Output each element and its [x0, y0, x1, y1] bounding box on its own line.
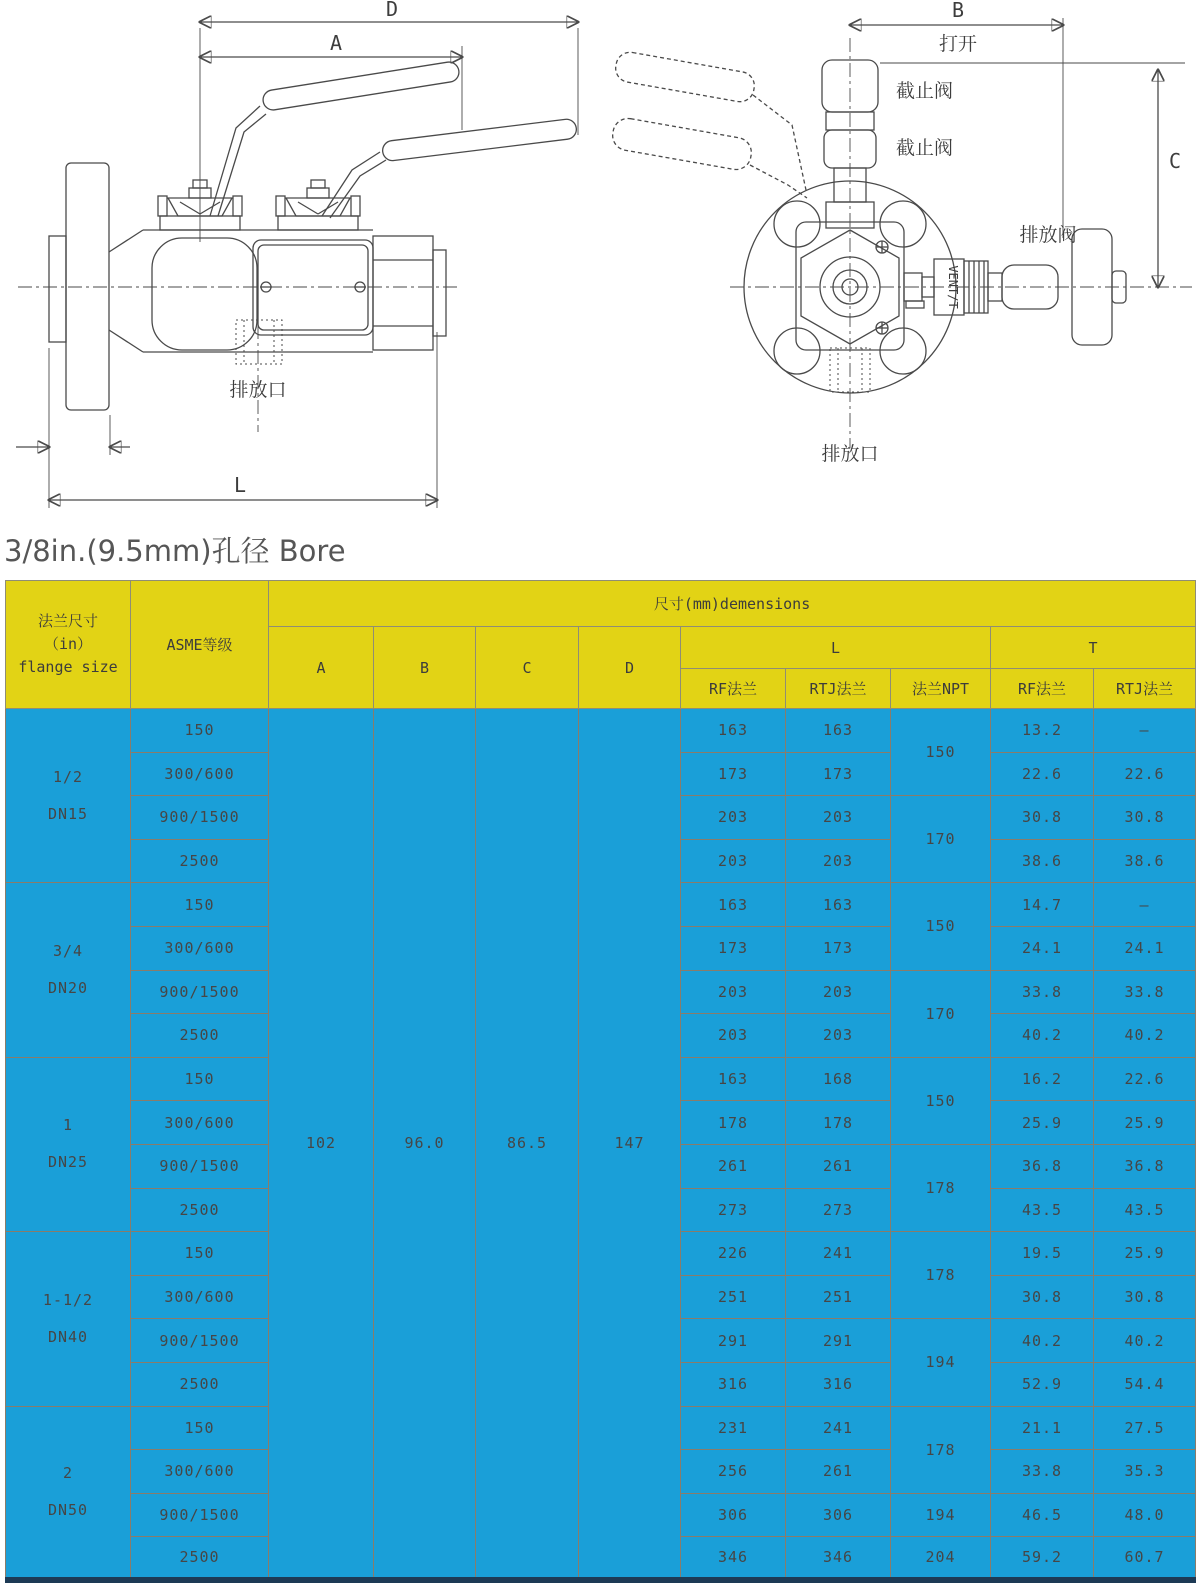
l-rtj-cell: 178	[786, 1101, 891, 1145]
col-c-header: C	[476, 627, 579, 709]
flange-size-in: 1/2	[52, 767, 84, 786]
l-rtj-cell: 261	[786, 1450, 891, 1494]
asme-class-cell: 150	[131, 1057, 269, 1101]
l-rtj-cell: 241	[786, 1406, 891, 1450]
l-rf-cell: 203	[681, 1014, 786, 1058]
bolt-hole	[880, 328, 926, 374]
asme-class-cell: 900/1500	[131, 1144, 269, 1188]
l-rtj-cell: 168	[786, 1057, 891, 1101]
t-rtj-cell: 48.0	[1094, 1493, 1196, 1537]
flange-size-cell	[6, 1057, 131, 1231]
l-rtj-cell: 163	[786, 709, 891, 753]
col-t-header: T	[991, 627, 1196, 669]
dim-a-label: A	[329, 31, 343, 55]
drain-port-label: 排放口	[229, 379, 287, 401]
npt-cell: 170	[891, 970, 991, 1057]
valve-end-view-diagram	[600, 0, 1200, 520]
t-rf-cell: 43.5	[991, 1188, 1094, 1232]
hex-end-cap	[373, 236, 433, 350]
bolt-hole	[774, 201, 820, 247]
npt-cell: 194	[891, 1319, 991, 1406]
t-rtj-cell: 60.7	[1094, 1537, 1196, 1581]
asme-class-cell: 2500	[131, 839, 269, 883]
flange-size-header-unit: （in）	[43, 634, 93, 653]
valve-body	[109, 230, 446, 352]
l-rtj-cell: 163	[786, 883, 891, 927]
t-rtj-cell: 33.8	[1094, 970, 1196, 1014]
flange-size-in: 3/4	[52, 942, 84, 961]
col-a-header: A	[269, 627, 374, 709]
t-rf-cell: 33.8	[991, 1450, 1094, 1494]
flange-size-cell	[6, 1406, 131, 1580]
l-rf-cell: 291	[681, 1319, 786, 1363]
l-rf-cell: 203	[681, 839, 786, 883]
npt-cell: 178	[891, 1232, 991, 1319]
asme-class-cell: 300/600	[131, 1450, 269, 1494]
npt-cell: 178	[891, 1406, 991, 1493]
dim-c-label: C	[1168, 149, 1182, 173]
l-rtj-cell: 306	[786, 1493, 891, 1537]
l-rf-cell: 163	[681, 709, 786, 753]
header-row-1	[6, 581, 1196, 627]
dimension-l	[16, 332, 437, 508]
t-rtj-cell: 24.1	[1094, 926, 1196, 970]
t-rf-cell: 33.8	[991, 970, 1094, 1014]
shutoff-valve-label-2: 截止阀	[896, 137, 954, 159]
t-rtj-cell: 40.2	[1094, 1319, 1196, 1363]
l-rtj-cell: 316	[786, 1362, 891, 1406]
drain-port-label: 排放口	[821, 443, 879, 465]
t-rf-cell: 36.8	[991, 1144, 1094, 1188]
l-rf-cell: 273	[681, 1188, 786, 1232]
asme-class-cell: 300/600	[131, 752, 269, 796]
npt-cell: 150	[891, 709, 991, 796]
dim-c-cell: 86.5	[476, 709, 579, 1581]
t-rtj-cell: 35.3	[1094, 1450, 1196, 1494]
l-rtj-cell: 203	[786, 796, 891, 840]
t-rtj-cell: 25.9	[1094, 1232, 1196, 1276]
t-rtj-cell: 30.8	[1094, 1275, 1196, 1319]
asme-class-cell: 300/600	[131, 926, 269, 970]
t-rtj-cell: 22.6	[1094, 752, 1196, 796]
t-rf-cell: 30.8	[991, 1275, 1094, 1319]
flange	[49, 163, 109, 410]
t-rf-cell: 52.9	[991, 1362, 1094, 1406]
asme-class-cell: 150	[131, 883, 269, 927]
l-rf-cell: 163	[681, 883, 786, 927]
valve-side-view-diagram	[0, 0, 600, 520]
t-rtj-cell: 27.5	[1094, 1406, 1196, 1450]
handle-lever-1	[210, 61, 460, 216]
asme-class-cell: 150	[131, 709, 269, 753]
dimensions-header: 尺寸(mm)demensions	[269, 581, 1196, 627]
flange-size-cell	[6, 883, 131, 1057]
l-rtj-cell: 273	[786, 1188, 891, 1232]
t-rf-cell: 40.2	[991, 1319, 1094, 1363]
l-rtj-cell: 203	[786, 1014, 891, 1058]
l-rf-header: RF法兰	[681, 669, 786, 709]
handles-dashed	[610, 50, 807, 198]
npt-cell: 150	[891, 1057, 991, 1144]
bore-size-title: 3/8in.(9.5mm)孔径 Bore	[4, 534, 346, 568]
l-rtj-header: RTJ法兰	[786, 669, 891, 709]
l-rtj-cell: 251	[786, 1275, 891, 1319]
flange-size-dn: DN15	[47, 804, 89, 823]
col-d-header: D	[579, 627, 681, 709]
npt-cell: 194	[891, 1493, 991, 1537]
t-rtj-cell: –	[1094, 709, 1196, 753]
t-rf-cell: 16.2	[991, 1057, 1094, 1101]
l-rf-cell: 316	[681, 1362, 786, 1406]
npt-cell: 178	[891, 1144, 991, 1231]
asme-class-cell: 900/1500	[131, 796, 269, 840]
l-rtj-cell: 173	[786, 752, 891, 796]
t-rf-cell: 24.1	[991, 926, 1094, 970]
stem-stack	[822, 60, 953, 228]
t-rf-cell: 22.6	[991, 752, 1094, 796]
drain-valve-assembly	[904, 224, 1126, 345]
flange-size-cell	[6, 709, 131, 883]
l-rf-cell: 163	[681, 1057, 786, 1101]
npt-cell: 170	[891, 796, 991, 883]
dim-l-label: L	[233, 473, 247, 497]
flange-size-in: 1-1/2	[42, 1290, 94, 1309]
asme-class-cell: 2500	[131, 1362, 269, 1406]
t-rf-cell: 59.2	[991, 1537, 1094, 1581]
drain-valve-label: 排放阀	[1019, 224, 1077, 246]
l-rf-cell: 173	[681, 752, 786, 796]
l-rtj-cell: 261	[786, 1144, 891, 1188]
npt-cell: 150	[891, 883, 991, 970]
l-rtj-cell: 173	[786, 926, 891, 970]
dim-a-cell: 102	[269, 709, 374, 1581]
asme-class-cell: 2500	[131, 1014, 269, 1058]
l-rf-cell: 203	[681, 796, 786, 840]
l-rf-cell: 306	[681, 1493, 786, 1537]
t-rf-cell: 14.7	[991, 883, 1094, 927]
l-rf-cell: 178	[681, 1101, 786, 1145]
flange-size-in: 1	[62, 1116, 74, 1135]
ball-cavity	[152, 238, 257, 350]
flange-size-cell	[6, 1232, 131, 1406]
flange-size-dn: DN20	[47, 979, 89, 998]
bolt-hole	[774, 328, 820, 374]
col-l-header: L	[681, 627, 991, 669]
l-rf-cell: 203	[681, 970, 786, 1014]
shutoff-valve-label-1: 截止阀	[896, 80, 954, 102]
t-rtj-cell: 38.6	[1094, 839, 1196, 883]
l-rf-cell: 346	[681, 1537, 786, 1581]
t-rtj-cell: 40.2	[1094, 1014, 1196, 1058]
asme-class-cell: 900/1500	[131, 970, 269, 1014]
l-rf-cell: 261	[681, 1144, 786, 1188]
l-rtj-cell: 291	[786, 1319, 891, 1363]
l-rf-cell: 226	[681, 1232, 786, 1276]
asme-class-cell: 2500	[131, 1188, 269, 1232]
dimension-table	[5, 580, 1196, 1583]
dim-b-label: B	[951, 0, 965, 22]
t-rf-cell: 25.9	[991, 1101, 1094, 1145]
flange-size-header	[6, 581, 131, 709]
gland-bolting-right	[276, 180, 360, 230]
npt-cell: 204	[891, 1537, 991, 1581]
flange-size-header-en: flange size	[18, 658, 118, 677]
open-label: 打开	[938, 33, 978, 55]
vent-marking: VENT/T	[946, 265, 960, 309]
t-rtj-cell: 43.5	[1094, 1188, 1196, 1232]
asme-class-cell: 2500	[131, 1537, 269, 1581]
l-rtj-cell: 346	[786, 1537, 891, 1581]
asme-class-cell: 900/1500	[131, 1493, 269, 1537]
flange-size-dn: DN25	[47, 1153, 89, 1172]
t-rf-cell: 30.8	[991, 796, 1094, 840]
flange-size-in: 2	[62, 1463, 74, 1482]
l-rtj-cell: 241	[786, 1232, 891, 1276]
asme-class-cell: 900/1500	[131, 1319, 269, 1363]
drain-port	[229, 300, 286, 432]
l-rtj-cell: 203	[786, 839, 891, 883]
t-rtj-cell: 25.9	[1094, 1101, 1196, 1145]
bolt-hole	[880, 201, 926, 247]
flange-size-header-cn: 法兰尺寸	[37, 611, 98, 630]
t-rf-cell: 40.2	[991, 1014, 1094, 1058]
t-rf-cell: 21.1	[991, 1406, 1094, 1450]
t-rtj-cell: 54.4	[1094, 1362, 1196, 1406]
asme-class-cell: 150	[131, 1406, 269, 1450]
dimension-b	[850, 0, 1063, 238]
t-rtj-cell: 22.6	[1094, 1057, 1196, 1101]
t-rtj-cell: –	[1094, 883, 1196, 927]
asme-class-cell: 300/600	[131, 1275, 269, 1319]
technical-drawings	[0, 0, 1200, 515]
t-rf-cell: 13.2	[991, 709, 1094, 753]
dim-b-cell: 96.0	[374, 709, 476, 1581]
asme-class-cell: 300/600	[131, 1101, 269, 1145]
l-rf-cell: 231	[681, 1406, 786, 1450]
t-rf-cell: 38.6	[991, 839, 1094, 883]
asme-class-header: ASME等级	[131, 581, 269, 709]
dim-d-cell: 147	[579, 709, 681, 1581]
t-rf-cell: 19.5	[991, 1232, 1094, 1276]
t-rtj-cell: 36.8	[1094, 1144, 1196, 1188]
l-rf-cell: 173	[681, 926, 786, 970]
l-npt-header: 法兰NPT	[891, 669, 991, 709]
t-rf-header: RF法兰	[991, 669, 1094, 709]
l-rf-cell: 251	[681, 1275, 786, 1319]
table-row	[6, 709, 1196, 753]
col-b-header: B	[374, 627, 476, 709]
t-rtj-header: RTJ法兰	[1094, 669, 1196, 709]
asme-class-cell: 150	[131, 1232, 269, 1276]
flange-size-dn: DN40	[47, 1327, 89, 1346]
l-rtj-cell: 203	[786, 970, 891, 1014]
flange-size-dn: DN50	[47, 1500, 89, 1519]
t-rtj-cell: 30.8	[1094, 796, 1196, 840]
l-rf-cell: 256	[681, 1450, 786, 1494]
dim-d-label: D	[385, 0, 399, 21]
t-rf-cell: 46.5	[991, 1493, 1094, 1537]
